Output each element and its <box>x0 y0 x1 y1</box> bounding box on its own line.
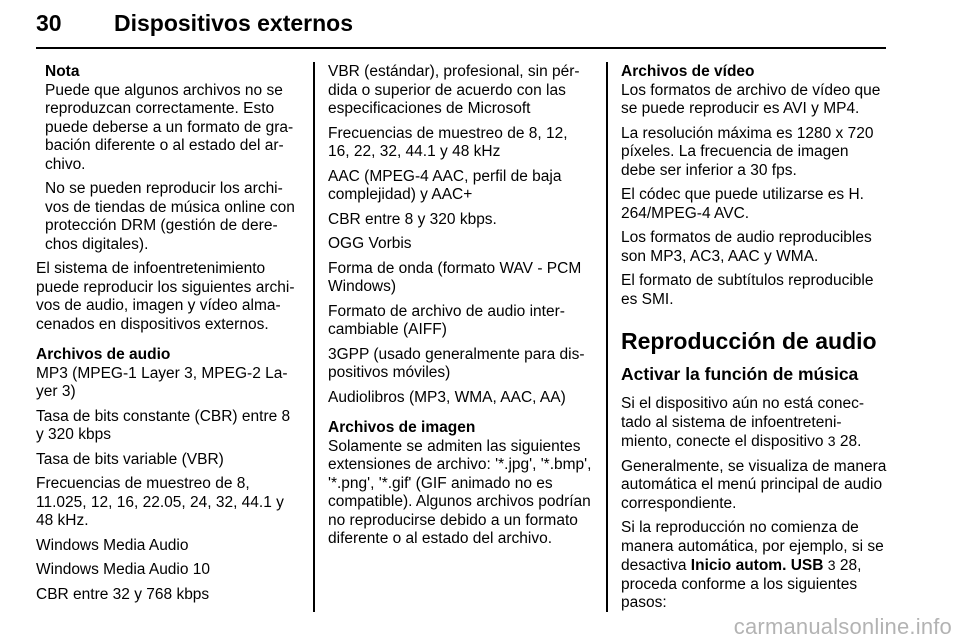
audio-files-heading: Archivos de audio <box>36 346 171 363</box>
section-title: Reproducción de audio <box>621 328 877 354</box>
audio-item: Forma de onda (formato WAV - PCM Windows) <box>328 259 582 295</box>
manual-start-text: Si la reproducción no comienza de manera automática, por ejemplo, si se desactiva <box>621 519 884 574</box>
manual-start-paragraph <box>621 519 887 613</box>
audio-item: Tasa de bits variable (VBR) <box>36 450 224 468</box>
column-divider-2 <box>606 62 608 612</box>
page-number: 30 <box>36 10 62 36</box>
audio-item: Frecuencias de muestreo de 8, 12, 16, 22, 32, 44.1 y 48 kHz <box>328 124 568 160</box>
audio-item: Audiolibros (MP3, WMA, AAC, AA) <box>328 388 566 406</box>
audio-item: MP3 (MPEG-1 Layer 3, MPEG-2 Layer 3) <box>36 364 288 400</box>
subsection-title: Activar la función de música <box>621 364 859 384</box>
manual-start-post: proceda conforme a los siguientes pasos: <box>621 575 858 611</box>
audio-item: Tasa de bits constante (CBR) entre 8 y 320 kbps <box>36 407 291 443</box>
image-files-text: Solamente se admiten las siguientes extensiones de archivo: '*.jpg', '*.bmp', '*.png', '*.gif' (GIF animado no es compatible). Algunos archivos podrían no reproducirse debido a un formato diferente o al estado del archivo. <box>328 437 592 547</box>
audio-item: CBR entre 8 y 320 kbps. <box>328 210 497 228</box>
column-divider-1 <box>313 62 315 612</box>
column-3 <box>621 63 887 619</box>
page-ref-icon: 3 <box>827 433 836 449</box>
video-item: La resolución máxima es 1280 x 720 píxeles. La frecuencia de imagen debe ser inferior a 30 fps. <box>621 124 874 179</box>
connect-text: Si el dispositivo aún no está conectado al sistema de infoentretenimiento, conecte el dispositivo <box>621 395 864 450</box>
audio-item: AAC (MPEG-4 AAC, perfil de baja complejidad) y AAC+ <box>328 167 562 203</box>
audio-item: Windows Media Audio 10 <box>36 561 211 578</box>
column-1 <box>36 63 300 610</box>
video-files-heading: Archivos de vídeo <box>621 63 755 80</box>
note-box <box>36 63 300 254</box>
audio-item: Formato de archivo de audio intercambiable (AIFF) <box>328 302 565 338</box>
usb-page-ref[interactable]: 28, <box>839 557 862 574</box>
audio-item: Windows Media Audio <box>36 536 189 554</box>
video-item: Los formatos de archivo de vídeo que se puede reproducir es AVI y MP4. <box>621 81 881 117</box>
auto-menu-paragraph: Generalmente, se visualiza de manera automática el menú principal de audio correspondiente. <box>621 457 887 512</box>
column-2 <box>328 63 592 555</box>
page-ref-icon: 3 <box>827 557 836 573</box>
page-header <box>36 4 886 48</box>
audio-item: 3GPP (usado generalmente para dispositivos móviles) <box>328 345 585 381</box>
note-paragraph-2: No se pueden reproducir los archivos de tiendas de música online con protección DRM (gestión de derechos digitales). <box>45 180 295 253</box>
intro-paragraph: El sistema de infoentretenimiento puede reproducir los siguientes archivos de audio, imagen y vídeo almacenados en dispositivos externos. <box>36 260 295 333</box>
video-item: El formato de subtítulos reproducible es SMI. <box>621 272 874 308</box>
note-title: Nota <box>45 63 80 80</box>
video-item: El códec que puede utilizarse es H. 264/MPEG-4 AVC. <box>621 186 864 222</box>
audio-item: CBR entre 32 y 768 kbps <box>36 585 210 603</box>
audio-item: VBR (estándar), profesional, sin pérdida o superior de acuerdo con las especificaciones de Microsoft <box>328 63 580 117</box>
chapter-title: Dispositivos externos <box>114 10 354 36</box>
usb-autostart-label: Inicio autom. USB <box>690 557 824 574</box>
audio-item: Frecuencias de muestreo de 8, 11.025, 12, 16, 22.05, 24, 32, 44.1 y 48 kHz. <box>36 475 284 529</box>
header-rule <box>36 47 886 49</box>
image-files-heading: Archivos de imagen <box>328 419 476 436</box>
note-paragraph-1: Puede que algunos archivos no se reproduzcan correctamente. Esto puede deberse a un formato de grabación diferente o al estado del archivo. <box>45 81 294 173</box>
connect-paragraph <box>621 395 887 452</box>
watermark: carmanualsonline.info <box>733 614 952 639</box>
video-item: Los formatos de audio reproducibles son MP3, AC3, AAC y WMA. <box>621 229 872 265</box>
audio-item: OGG Vorbis <box>328 235 412 252</box>
connect-page-ref[interactable]: 28. <box>839 433 862 450</box>
